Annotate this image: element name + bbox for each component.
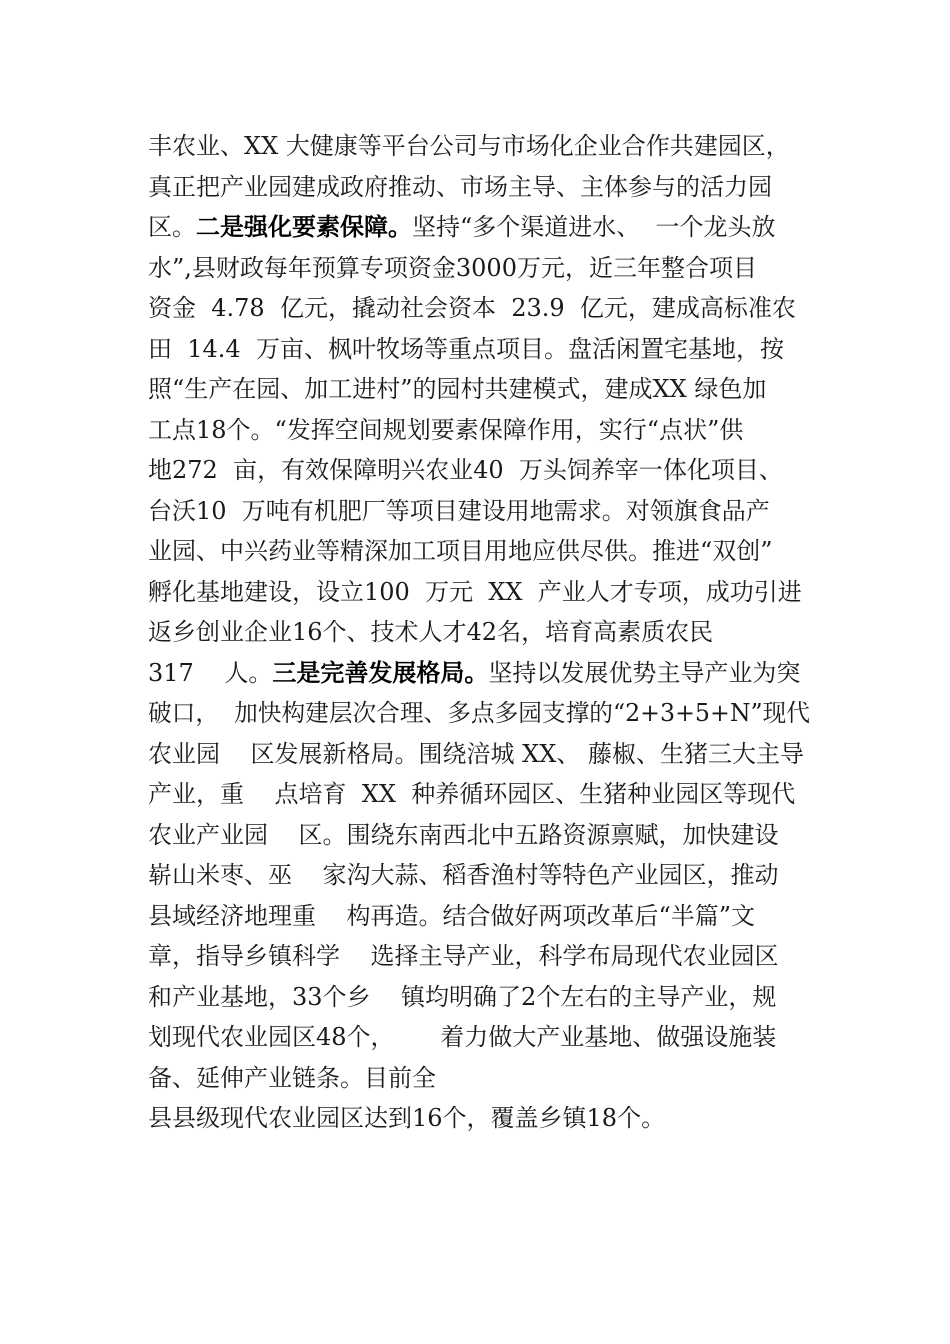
text-line (148, 172, 772, 202)
text-line (148, 496, 770, 526)
text-segment: 坚持以发展优势主导产业为突 (488, 659, 801, 687)
text-segment: 备、延伸产业链条。目前全 (148, 1064, 436, 1092)
text-line (148, 860, 779, 890)
text-segment: 农业产业园 区。围绕东南西北中五路资源禀赋，加快建设 (148, 821, 779, 849)
text-segment: 照“生产在园、加工进村”的园村共建模式，建成XX 绿色加 (148, 375, 767, 403)
text-segment: 真正把产业园建成政府推动、市场主导、主体参与的活力园 (148, 173, 772, 201)
text-line (148, 698, 810, 728)
text-segment: 产业，重 点培育 XX 种养循环园区、生猪种业园区等现代 (148, 780, 796, 808)
text-line (148, 131, 790, 161)
text-line (148, 941, 779, 971)
text-line (148, 1063, 436, 1093)
text-segment: 丰农业、XX 大健康等平台公司与市场化企业合作共建园区， (148, 132, 790, 160)
text-line (148, 1022, 776, 1052)
text-segment: 台沃10 万吨有机肥厂等项目建设用地需求。对领旗食品产 (148, 497, 770, 525)
text-segment: 坚持“多个渠道进水、 一个龙头放 (412, 213, 776, 241)
text-segment: 破口， 加快构建层次合理、多点多园支撑的“2+3+5+N”现代 (148, 699, 811, 727)
text-segment: 和产业基地，33个乡 镇均明确了2个左右的主导产业，规 (148, 983, 777, 1011)
text-line (148, 212, 776, 242)
text-line (148, 455, 783, 485)
text-line (148, 779, 795, 809)
bold-heading-text: 三是完善发展格局。 (272, 658, 489, 687)
text-segment: 返乡创业企业16个、技术人才42名，培育高素质农民 (148, 618, 714, 646)
text-line (148, 577, 802, 607)
text-segment: 水”,县财政每年预算专项资金3000万元，近三年整合项目 (148, 254, 757, 282)
text-line (148, 253, 757, 283)
text-line (148, 1103, 665, 1133)
text-line (148, 820, 779, 850)
text-line (148, 739, 804, 769)
text-line (148, 374, 766, 404)
text-segment: 农业园 区发展新格局。围绕涪城 XX、 藤椒、生猪三大主导 (148, 740, 804, 768)
bold-heading-text: 二是强化要素保障。 (196, 212, 412, 241)
text-line (148, 536, 773, 566)
text-segment: 孵化基地建设，设立100 万元 XX 产业人才专项，成功引进 (148, 578, 802, 606)
text-segment: 划现代农业园区48个， 着力做大产业基地、做强设施装 (148, 1023, 777, 1051)
text-segment: 区。 (148, 213, 196, 241)
text-segment: 县域经济地理重 构再造。结合做好两项改革后“半篇”文 (148, 902, 756, 930)
text-line (148, 334, 784, 364)
text-segment: 资金 4.78 亿元，撬动社会资本 23.9 亿元，建成高标准农 (148, 294, 796, 322)
text-segment: 县县级现代农业园区达到16个，覆盖乡镇18个。 (148, 1104, 666, 1132)
text-segment: 业园、中兴药业等精深加工项目用地应供尽供。推进“双创” (148, 537, 773, 565)
text-line (148, 617, 713, 647)
text-segment: 地272 亩，有效保障明兴农业40 万头饲养宰一体化项目、 (148, 456, 783, 484)
text-segment: 章，指导乡镇科学 选择主导产业，科学布局现代农业园区 (148, 942, 779, 970)
text-segment: 317 人。 (148, 659, 273, 687)
text-line (148, 415, 743, 445)
text-segment: 田 14.4 万亩、枫叶牧场等重点项目。盘活闲置宅基地，按 (148, 335, 784, 363)
text-segment: 崭山米枣、巫 家沟大蒜、稻香渔村等特色产业园区，推动 (148, 861, 779, 889)
text-line (148, 901, 755, 931)
text-line (148, 982, 776, 1012)
text-line (148, 293, 796, 323)
text-segment: 工点18个。“发挥空间规划要素保障作用，实行“点状”供 (148, 416, 744, 444)
text-line (148, 658, 800, 688)
